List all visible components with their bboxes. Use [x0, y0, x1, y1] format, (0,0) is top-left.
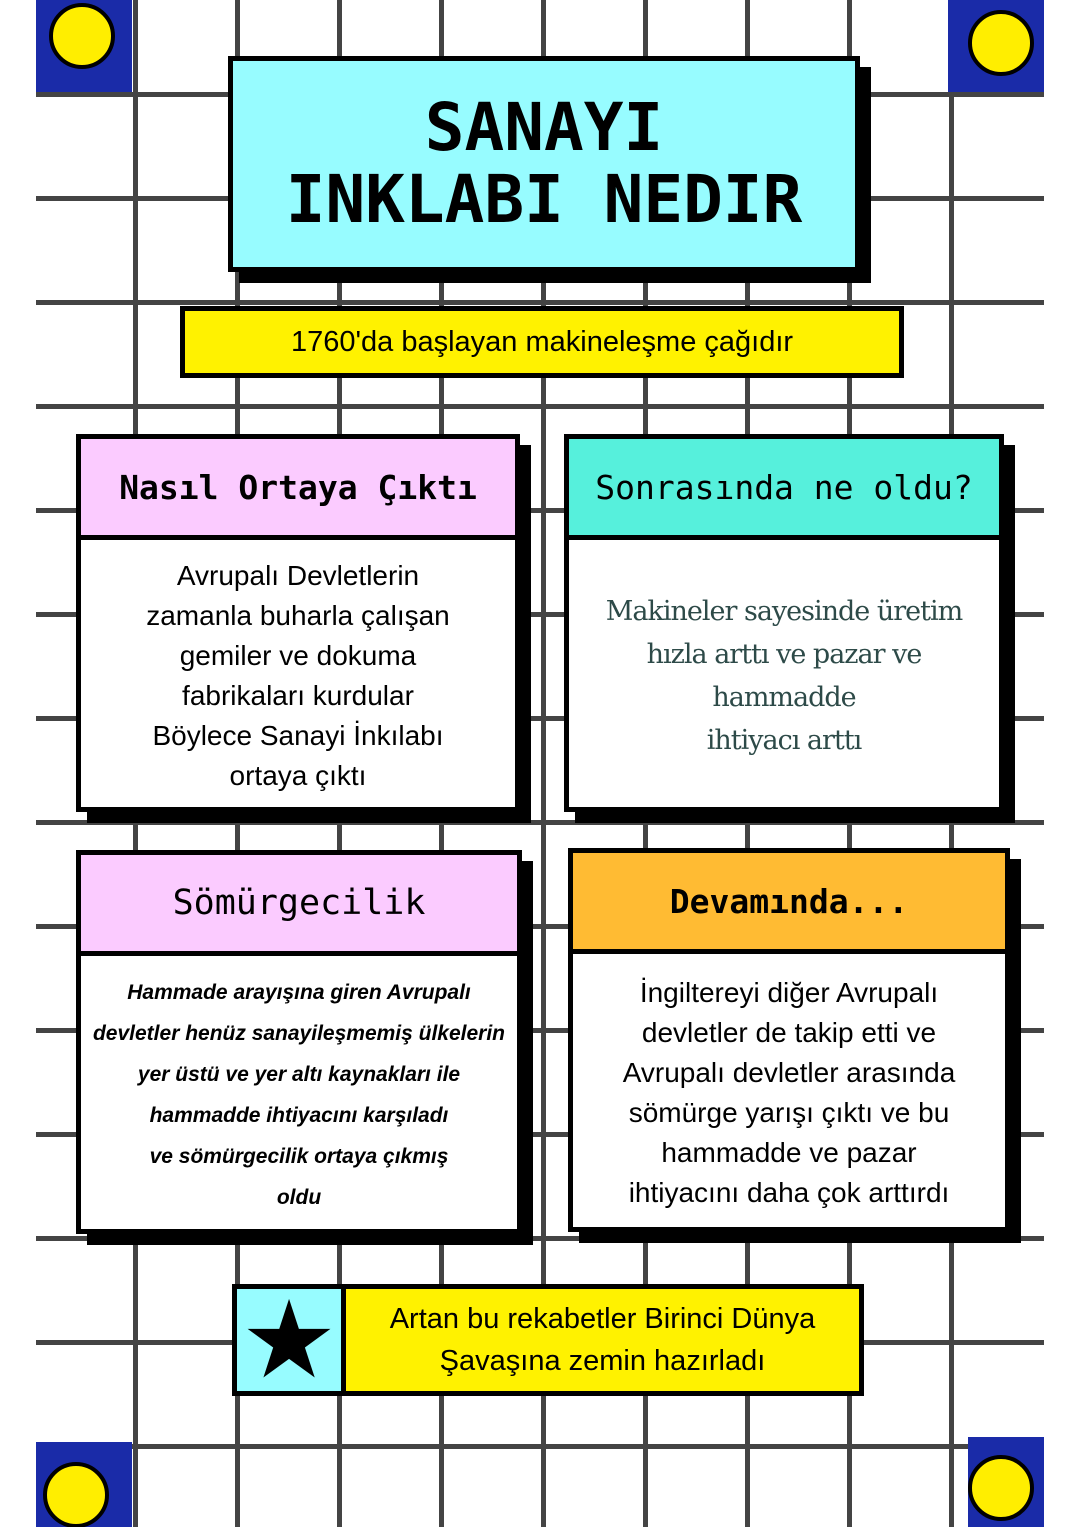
card-body — [81, 956, 517, 1254]
title-box — [228, 56, 860, 272]
circle-icon — [968, 1455, 1034, 1521]
card-line: İngiltereyi diğer Avrupalı — [639, 977, 939, 1008]
card-heading: Sömürgecilik — [81, 855, 517, 956]
card-line: ve sömürgecilik ortaya çıkmış — [149, 1145, 449, 1168]
card-line: oldu — [276, 1186, 322, 1209]
card-what-happened-next — [564, 434, 1004, 812]
card-colonialism — [76, 850, 522, 1234]
card-line: ihtiyacı arttı — [706, 725, 862, 756]
card-line: Avrupalı devletler arasında — [622, 1057, 956, 1088]
card-body — [81, 540, 515, 812]
title-line-1: SANAYI — [424, 89, 664, 166]
card-body — [569, 540, 999, 830]
subtitle-box — [180, 306, 904, 378]
card-line: fabrikaları kurdular — [182, 680, 414, 711]
star-icon: ★ — [237, 1289, 346, 1391]
card-heading: Devamında... — [573, 853, 1005, 954]
footer-box — [232, 1279, 864, 1400]
footer-text — [346, 1289, 859, 1391]
card-heading: Nasıl Ortaya Çıktı — [81, 439, 515, 540]
corner-decoration-bottom-left — [36, 1442, 132, 1527]
circle-icon — [968, 10, 1034, 76]
card-continuation — [568, 848, 1010, 1232]
card-line: zamanla buharla çalışan — [146, 600, 450, 631]
footer-line: Artan bu rekabetler Birinci Dünya — [389, 1303, 816, 1335]
corner-decoration-top-right — [948, 0, 1044, 92]
card-line: hızla arttı ve pazar ve hammadde — [646, 639, 922, 713]
corner-decoration-top-left — [36, 0, 132, 92]
card-body — [573, 954, 1005, 1240]
card-line: Hammade arayışına giren Avrupalı — [127, 981, 471, 1004]
card-line: devletler henüz sanayileşmemiş ülkelerin — [92, 1022, 506, 1045]
card-line: Avrupalı Devletlerin — [176, 560, 420, 591]
card-line: ihtiyacını daha çok arttırdı — [628, 1177, 950, 1208]
circle-icon — [49, 3, 115, 69]
card-line: sömürge yarışı çıktı ve bu — [628, 1097, 950, 1128]
card-line: hammadde ihtiyacını karşıladı — [149, 1104, 449, 1127]
card-heading: Sonrasında ne oldu? — [569, 439, 999, 540]
title-line-2: INKLABI NEDIR — [285, 161, 803, 238]
footer-line: Şavaşına zemin hazırladı — [439, 1345, 766, 1377]
card-line: Böylece Sanayi İnkılabı — [152, 720, 444, 751]
circle-icon — [43, 1462, 109, 1527]
subtitle-text: 1760'da başlayan makineleşme çağıdır — [290, 325, 794, 358]
card-line: hammadde ve pazar — [661, 1137, 917, 1168]
card-line: devletler de takip etti ve — [641, 1017, 937, 1048]
card-line: ortaya çıktı — [229, 760, 367, 791]
card-how-it-emerged — [76, 434, 520, 812]
card-line: yer üstü ve yer altı kaynakları ile — [137, 1063, 461, 1086]
card-line: Makineler sayesinde üretim — [605, 596, 963, 627]
corner-decoration-bottom-right — [968, 1437, 1044, 1527]
card-line: gemiler ve dokuma — [179, 640, 417, 671]
